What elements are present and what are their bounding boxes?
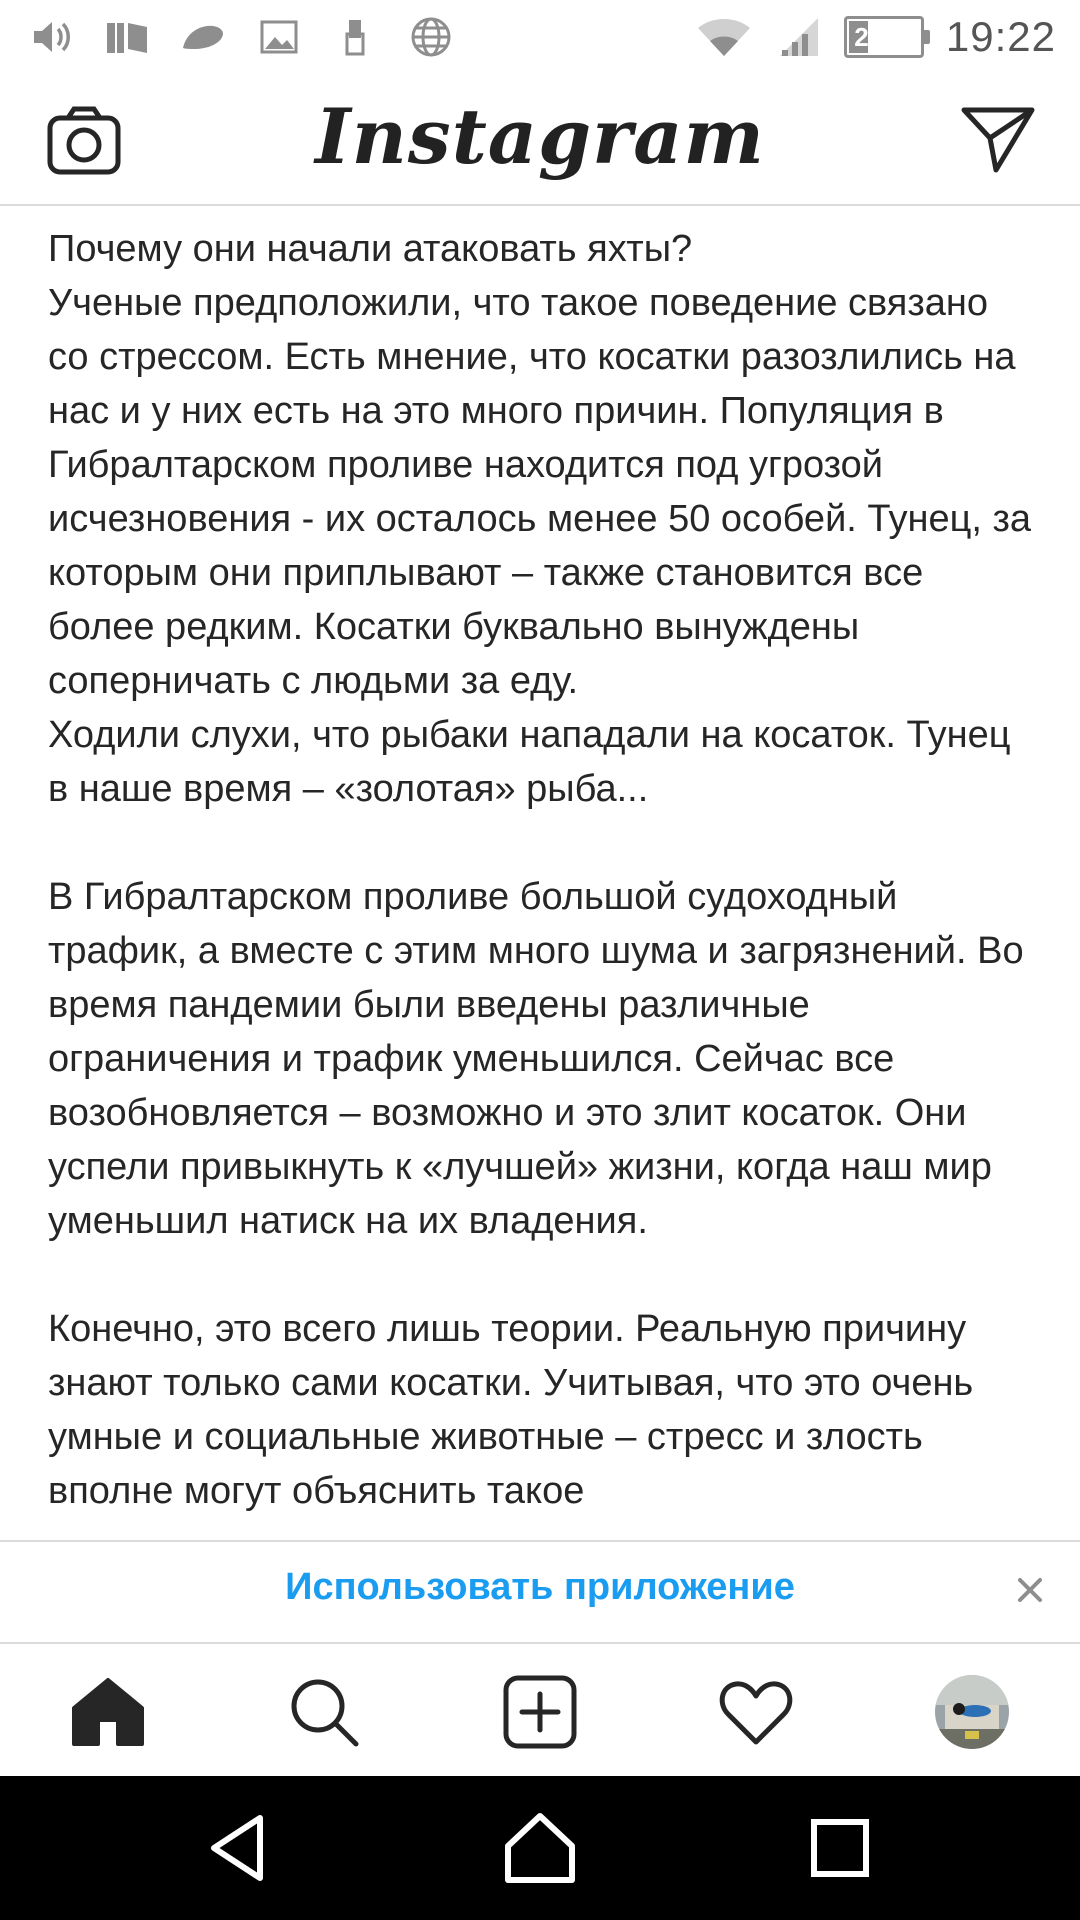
cloud-icon [180, 14, 226, 60]
activity-tab[interactable] [718, 1674, 794, 1750]
home-icon[interactable] [502, 1810, 578, 1886]
status-bar [0, 0, 1080, 74]
globe-icon [408, 14, 454, 60]
open-app-banner [0, 1540, 1080, 1642]
caption-paragraph: Почему они начали атаковать яхты? Ученые предположили, что такое поведение связано со стрессом. Есть мнение, что косатки разозлились на нас и у них есть на это много причин. Популяция в Гибралтарском проливе находится под угрозой исчезновения - их осталось менее 50 особей. Тунец, за которым они приплывают – также становится все более редким. Косатки буквально вынуждены соперничать с людьми за еду. Ходили слухи, что рыбаки нападали на косаток. Тунец в наше время – «золотая» рыба... [48, 228, 1032, 810]
home-tab[interactable] [70, 1674, 146, 1750]
sim-icon [332, 14, 378, 60]
instagram-logo: Instagram [315, 92, 765, 181]
system-icons [694, 10, 1056, 64]
top-navigation-bar [0, 74, 1080, 206]
wifi-icon [694, 14, 754, 60]
search-tab[interactable] [286, 1674, 362, 1750]
profile-tab[interactable] [934, 1674, 1010, 1750]
android-navigation-bar [0, 1776, 1080, 1920]
home-icon [70, 1674, 146, 1750]
activity-heart-icon [718, 1674, 794, 1750]
caption-paragraph: Конечно, это всего лишь теории. Реальную причину знают только сами косатки. Учитывая, что это очень умные и социальные животные – стресс и злость вполне могут объяснить такое [48, 1308, 974, 1512]
signal-icon [776, 14, 822, 60]
new-post-icon [502, 1674, 578, 1750]
battery-percentage: 26 % [854, 21, 914, 52]
book-icon [104, 14, 150, 60]
close-icon[interactable] [1010, 1570, 1050, 1610]
direct-message-icon[interactable] [960, 104, 1036, 176]
image-icon [256, 14, 302, 60]
caption-paragraph: В Гибралтарском проливе большой судоходный трафик, а вместе с этим много шума и загрязнений. Во время пандемии были введены различные ограничения и трафик уменьшился. Сейчас все возобновляется – возможно и это злит косаток. Они успели привыкнуть к «лучшей» жизни, когда наш мир уменьшил натиск на их владения. [48, 876, 1024, 1242]
back-icon[interactable] [202, 1810, 278, 1886]
use-app-link[interactable]: Использовать приложение [285, 1566, 795, 1608]
profile-avatar [935, 1675, 1009, 1749]
new-post-tab[interactable] [502, 1674, 578, 1750]
volume-icon [28, 14, 74, 60]
post-caption [48, 222, 1038, 1518]
battery-icon [844, 16, 924, 58]
recents-icon[interactable] [802, 1810, 878, 1886]
clock: 19:22 [945, 13, 1056, 60]
notification-icons [28, 14, 454, 60]
bottom-navigation-bar [0, 1642, 1080, 1778]
search-icon [286, 1674, 362, 1750]
